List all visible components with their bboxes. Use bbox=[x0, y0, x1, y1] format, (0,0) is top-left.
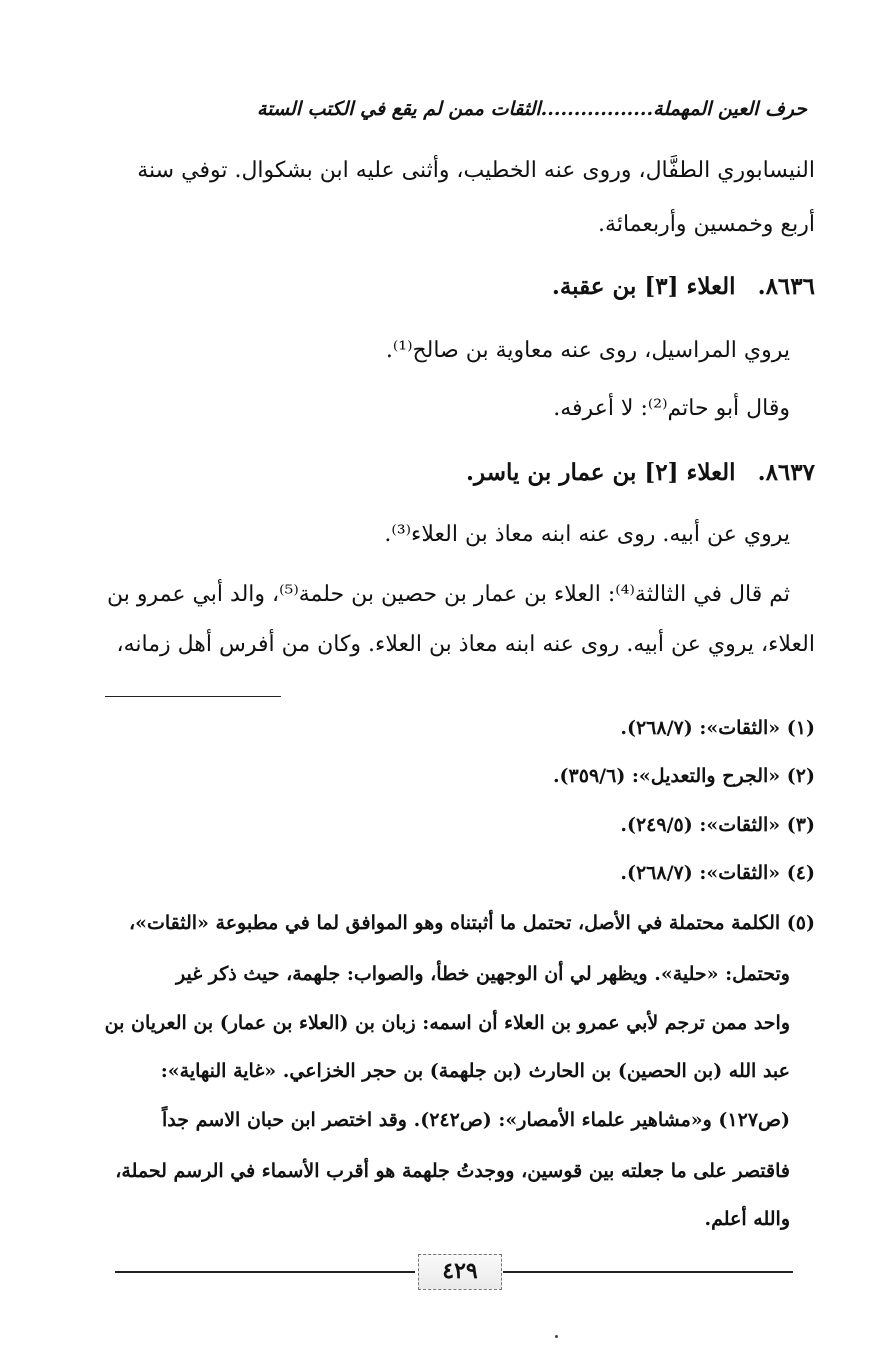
body-line: يروي المراسيل، روى عنه معاوية بن صالح⁽¹⁾. bbox=[385, 338, 790, 363]
footnote-continuation: والله أعلم. bbox=[704, 1208, 790, 1230]
footer-rule bbox=[115, 1271, 415, 1273]
footnote: (١) «الثقات»: (٢٦٨/٧). bbox=[620, 717, 815, 739]
footnote-continuation: عبد الله (بن الحصين) بن الحارث (بن جلهمة) بن حجر الخزاعي. «غاية النهاية»: bbox=[160, 1060, 790, 1082]
entry-number: ٨٦٣٦. bbox=[757, 273, 815, 300]
entry-heading bbox=[125, 273, 815, 300]
footnote: (٤) «الثقات»: (٢٦٨/٧). bbox=[620, 862, 815, 884]
body-line: وقال أبو حاتم⁽²⁾: لا أعرفه. bbox=[553, 396, 790, 421]
footnote-continuation: فاقتصر على ما جعلته بين قوسين، ووجدتُ جلهمة هو أقرب الأسماء في الرسم لحملة، bbox=[115, 1160, 790, 1182]
footnote: (٥) الكلمة محتملة في الأصل، تحتمل ما أثبتناه وهو الموافق لما في مطبوعة «الثقات»، bbox=[128, 912, 815, 934]
entry-name: العلاء [٢] بن عمار بن ياسر. bbox=[466, 459, 736, 486]
footnote: (٢) «الجرح والتعديل»: (٣٥٩/٦). bbox=[552, 765, 815, 787]
footer-rule bbox=[503, 1271, 793, 1273]
entry-number: ٨٦٣٧. bbox=[757, 459, 815, 486]
body-line: العلاء، يروي عن أبيه. روى عنه ابنه معاذ بن العلاء. وكان من أفرس أهل زمانه، bbox=[116, 632, 815, 657]
body-line: ثم قال في الثالثة⁽⁴⁾: العلاء بن عمار بن حصين بن حلمة⁽⁵⁾، والد أبي عمرو بن bbox=[107, 582, 790, 607]
footnote-continuation: (ص١٢٧) و«مشاهير علماء الأمصار»: (ص٢٤٢). وقد اختصر ابن حبان الاسم جداً bbox=[162, 1109, 790, 1131]
footnote-continuation: واحد ممن ترجم لأبي عمرو بن العلاء أن اسمه: زبان بن (العلاء بن عمار) بن العريان بن bbox=[104, 1012, 790, 1034]
footnote-separator bbox=[105, 696, 281, 697]
entry-name: العلاء [٣] بن عقبة. bbox=[551, 273, 736, 300]
scan-speck bbox=[555, 1335, 558, 1338]
page-number: ٤٢٩ bbox=[418, 1254, 502, 1290]
footnote: (٣) «الثقات»: (٢٤٩/٥). bbox=[620, 814, 815, 836]
entry-heading bbox=[125, 459, 815, 486]
footnote-continuation: وتحتمل: «حلية». ويظهر لي أن الوجهين خطأ، والصواب: جلهمة، حيث ذكر غير bbox=[175, 963, 790, 985]
body-line: النيسابوري الطفَّال، وروى عنه الخطيب، وأثنى عليه ابن بشكوال. توفي سنة bbox=[137, 158, 815, 183]
body-line: أربع وخمسين وأربعمائة. bbox=[598, 212, 815, 237]
body-line: يروي عن أبيه. روى عنه ابنه معاذ بن العلاء⁽³⁾. bbox=[384, 522, 790, 547]
running-header: حرف العين المهملة.................الثقات ممن لم يقع في الكتب الستة bbox=[257, 98, 807, 120]
